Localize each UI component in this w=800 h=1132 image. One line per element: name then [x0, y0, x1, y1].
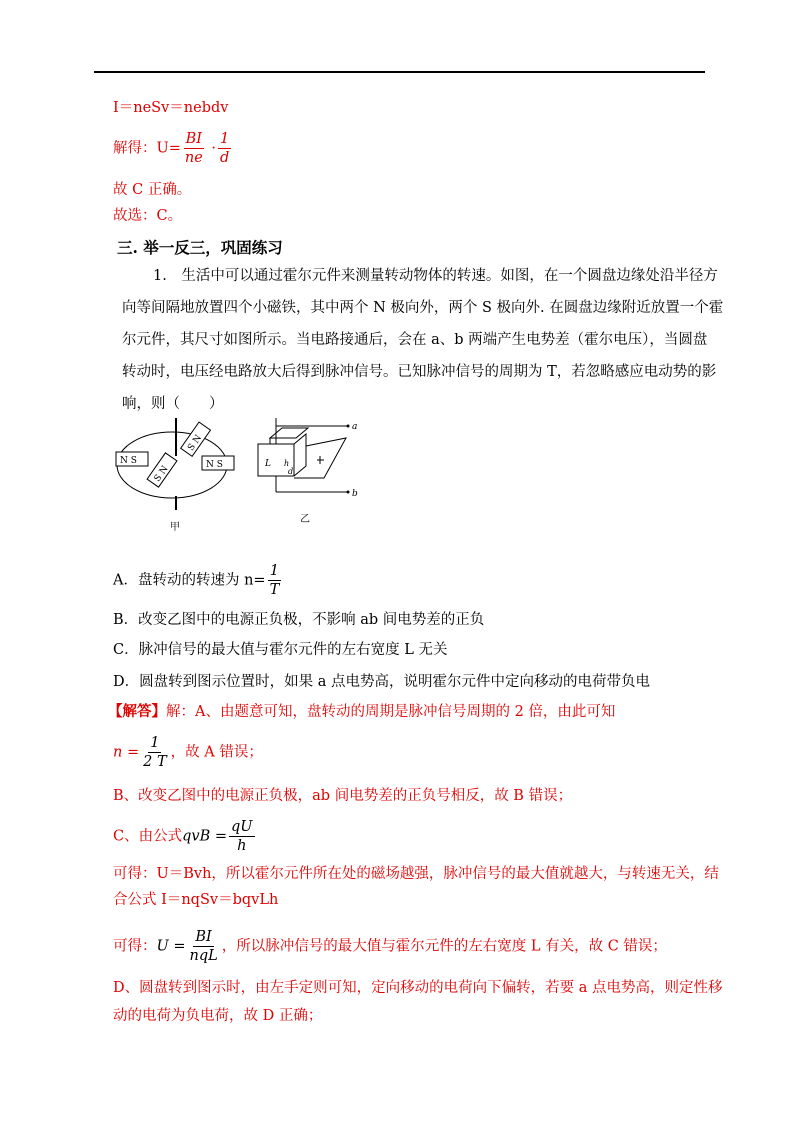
conclusion-c: 故 C 正确。: [113, 182, 192, 198]
answer-label: 【解答】: [108, 703, 166, 720]
answer-line-5: 可得：U＝Bvh，所以霍尔元件所在处的磁场越强，脉冲信号的最大值就越大，与转速无关，结: [113, 866, 719, 882]
svg-text:S N: S N: [186, 433, 205, 454]
label-yi: 乙: [300, 514, 310, 525]
solve-prefix: 解得：U=: [113, 140, 181, 157]
magnet-bottom: [147, 453, 177, 487]
equation-solve-u: 解得：U= $\frac{BI}{ne}$ · $\frac{1}{d}$: [113, 131, 230, 166]
dim-d: d: [288, 467, 294, 476]
section-title: 三. 举一反三，巩固练习: [117, 238, 283, 257]
question-line-4: 转动时，电压经电路放大后得到脉冲信号。已知脉冲信号的周期为 T，若忽略感应电动势的影: [122, 364, 717, 380]
question-line-1: 1. 生活中可以通过霍尔元件来测量转动物体的转速。如图，在一个圆盘边缘处沿半径方: [153, 268, 718, 284]
label-jia: 甲: [170, 522, 180, 533]
svg-text:N S: N S: [120, 456, 137, 466]
answer-choice: 故选：C。: [113, 208, 183, 224]
svg-text:S N: S N: [152, 464, 171, 484]
option-b: B．改变乙图中的电源正负极，不影响 ab 间电势差的正负: [113, 612, 485, 628]
answer-line-6: 合公式 I＝nqSv＝bqvLh: [113, 892, 279, 908]
answer-line-3: B、改变乙图中的电源正负极，ab 间电势差的正负号相反，故 B 错误；: [113, 788, 573, 804]
answer-line-7: 可得：U = $\frac{BI}{\text{nqL}}$ ，所以脉冲信号的最大值与霍尔元件的左右宽度 L 有关，故 C 错误；: [113, 929, 667, 964]
fraction-1-T: $\frac{1}{T}$: [269, 563, 280, 598]
svg-text:N S: N S: [206, 460, 223, 470]
terminal-b: b: [352, 489, 358, 499]
question-line-3: 尔元件，其尺寸如图所示。当电路接通后，会在 a、b 两端产生电势差（霍尔电压），当圆盘: [122, 332, 708, 348]
fraction-1-2T: $\frac{1}{2 T}$: [143, 735, 167, 770]
figure-yi: [258, 418, 358, 525]
magnet-left: [116, 452, 148, 466]
answer-line-2: n = $\frac{1}{2 T}$ ，故 A 错误；: [113, 735, 263, 770]
answer-line-9: 动的电荷为负电荷，故 D 正确；: [113, 1008, 323, 1024]
dim-L: L: [265, 459, 271, 469]
equation-current: I＝neSv＝nebdv: [113, 100, 229, 116]
answer-line-1: 【解答】解：A、由题意可知，盘转动的周期是脉冲信号周期的 2 倍，由此可知: [108, 703, 616, 720]
fraction-1-d: $\frac{1}{d}$: [220, 131, 230, 166]
option-c: C．脉冲信号的最大值与霍尔元件的左右宽度 L 无关: [113, 642, 448, 658]
answer-line-4: C、由公式qvB = $\frac{qU}{h}$: [113, 819, 253, 854]
terminal-a: a: [352, 422, 358, 432]
fraction-BI-nqL: $\frac{BI}{\text{nqL}}$: [189, 929, 218, 964]
dim-h: h: [284, 459, 290, 468]
question-line-5: 响，则（ ）: [122, 396, 224, 412]
option-d: D．圆盘转到图示位置时，如果 a 点电势高，说明霍尔元件中定向移动的电荷带负电: [113, 674, 650, 690]
header-rule: [94, 71, 705, 73]
answer-line-8: D、圆盘转到图示时，由左手定则可知，定向移动的电荷向下偏转，若要 a 点电势高，则定性移: [113, 980, 723, 996]
magnet-right: [202, 456, 234, 470]
figure-hall-apparatus: [110, 418, 370, 538]
fraction-bi-ne: $\frac{BI}{ne}$: [184, 131, 203, 166]
question-line-2: 向等间隔地放置四个小磁铁，其中两个 N 极向外，两个 S 极向外. 在圆盘边缘附近放置一个霍: [122, 300, 724, 316]
figure-jia: [116, 418, 234, 533]
option-a: A．盘转动的转速为 n= $\frac{1}{T}$: [113, 563, 280, 598]
fraction-qU-h: $\frac{qU}{h}$: [231, 819, 253, 854]
